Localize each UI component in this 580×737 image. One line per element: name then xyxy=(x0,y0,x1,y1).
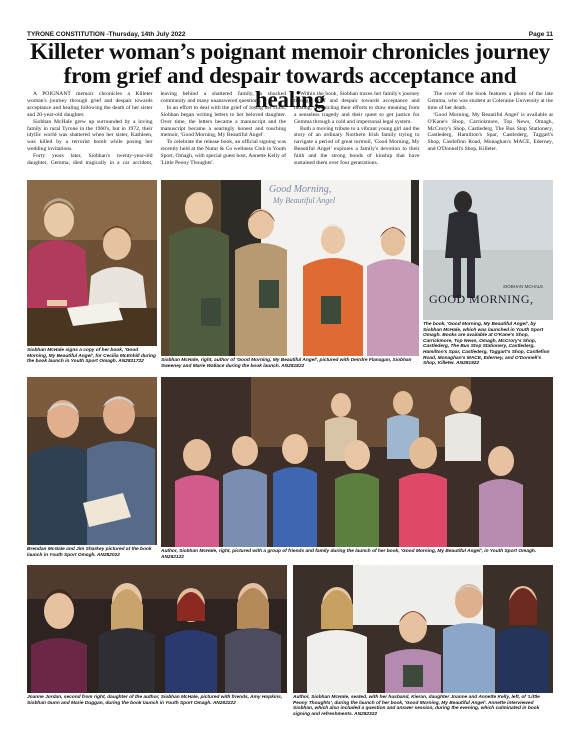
article-paragraph: The cover of the book features a photo of the late Gemma, who was student at Coleraine University at the time of her death. xyxy=(427,91,553,111)
headline: Killeter woman’s poignant memoir chronicles journey from grief and despair towards acceptance and healing xyxy=(30,39,550,112)
caption-photo-author-family: Author, Siobhan McHale, seated, with her husband, Kieran, daughter Joanne and Annette Kelly, left, of 'Little Peony Thoughts', during the launch of her book, 'Good Morning, My Beautiful Angel'. Annette interviewed Siobhan, which also included a question and answer session, during the evening, which culminated in book signing and refreshments. AN282322 xyxy=(293,695,540,717)
article-paragraph: Siobhan McHale grew up surrounded by a loving family in rural Tyrone in the 1960's, but in 1972, their idyllic world was shattered when her sister, Kathleen, was killed by a terrorist bomb while posing her wedding invitations. xyxy=(27,118,153,153)
article-body xyxy=(27,91,553,175)
page-header xyxy=(27,26,553,40)
caption-photo-group-banner: Siobhan McHale, right, author of 'Good Morning, My Beautiful Angel', pictured with Deirdre Flanagan, Siobhan Sweeney and Marie Wallace during the book launch. AN281822 xyxy=(161,358,412,369)
photo-group-banner xyxy=(161,180,419,356)
article-paragraph: A POIGNANT memoir chronicles a Killeter woman's journey through grief and despair towards acceptance and healing following the death of her sister and 20-year-old daughter. xyxy=(27,91,153,118)
book-cover-author: SIOBHAN MCHALE xyxy=(503,284,544,289)
article-paragraph: Within the book, Siobhan traces her family's journey through grief and despair towards acceptance and healing, chronicling their efforts to draw meaning from a senseless tragedy and their quest to get justice for Gemma through a cold and impersonal legal system. xyxy=(294,91,420,125)
caption-photo-two-men: Brendan McGale and Jim Sharkey pictured at the book launch in Youth Sport Omagh. AN282022 xyxy=(27,547,152,558)
photo-large-group xyxy=(161,377,553,547)
article-paragraph: Forty years later, Siobhan's twenty-year-old daughter, Gemma, died tragically in a car accident, leaving behind a shattered family, a shocked community and many unanswered questions. xyxy=(27,91,286,167)
caption-photo-book-cover: The book, 'Good Morning, My Beautiful Angel', by Siobhan McHale, which was launched in Youth Sport Omagh. Books are available at O'Kane's Shop, Carrickmore, Top News, Omagh, McCrory's Shop, Castlederg, The Bus Stop Stationery, Castlederg, Hamilton's Spar, Castlederg, Taggart's Shop, Castlefinn Road, Monaghan's MACE, Ederney, and O'Donnell's Shop, Killeter. AN281922 xyxy=(423,322,550,367)
photo-four-women xyxy=(27,565,287,693)
publication-dateline: TYRONE CONSTITUTION -Thursday, 14th July 2022 xyxy=(27,31,186,38)
photo-book-cover xyxy=(423,180,553,320)
book-cover-title: GOOD MORNING, xyxy=(429,292,534,306)
caption-photo-four-women: Joanne Jordan, second from right, daughter of the author, Siobhan McHale, pictured with friends, Amy Hopkins, Siobhan Gunn and Marie Duggan, during the book launch in Youth Sport Omagh. AN282222 xyxy=(27,695,283,706)
article-paragraph: To celebrate the release book, an official signing was recently held at the Nutur & Co wellness Club in Youth Sport, Omagh, with special guest host, Annette Kelly of 'Little Peony Thoughts'. xyxy=(160,139,286,167)
page-number: Page 11 xyxy=(528,31,553,38)
article-paragraph: In an effort to deal with the grief of losing her child, Siobhan began writing letters to her beloved daughter. Over time, the letters became a manuscript and the manuscript became a searingly honest and touching memoir, 'Good Morning, My Beautiful Angel'. xyxy=(160,104,286,139)
banner-text-line2: My Beautiful Angel xyxy=(273,196,336,205)
banner-text-line1: Good Morning, xyxy=(269,184,332,195)
photo-two-men xyxy=(27,377,157,545)
photo-author-family xyxy=(293,565,553,693)
photo-signing xyxy=(27,180,157,346)
caption-photo-signing: Siobhan McHale signs a copy of her book, 'Good Morning, My Beautiful Angel', for Cecilia McEnhill during the book launch in Youth Sport Omagh. AN2821722 xyxy=(27,348,156,365)
caption-photo-large-group: Author, Siobhan McHale, right, pictured with a group of friends and family during the launch of her book, 'Good Morning, My Beautiful Angel', in Youth Sport Omagh. AN282122 xyxy=(161,549,537,560)
article-paragraph: 'Good Morning, My Beautiful Angel' is available at O'Kane's Shop, Carrickmore, Top News, Omagh, McCrory's Shop, Castlederg, The Bus Stop Stationery, Castlederg, Hamilton's Spar, Castlederg, Taggart's Shop, Castlefinn Road, Monaghan's MACE, Ederney, and O'Donnell's Shop, Killeter. xyxy=(427,111,553,153)
article-paragraph: Both a moving tribute to a vibrant young girl and the story of an ordinary Northern Irish family trying to navigate a period of great turmoil, 'Good Morning, My Beautiful Angel' explores a family's devotion to their faith and the strong bonds of kinship that have sustained them over four generations. xyxy=(294,125,420,167)
